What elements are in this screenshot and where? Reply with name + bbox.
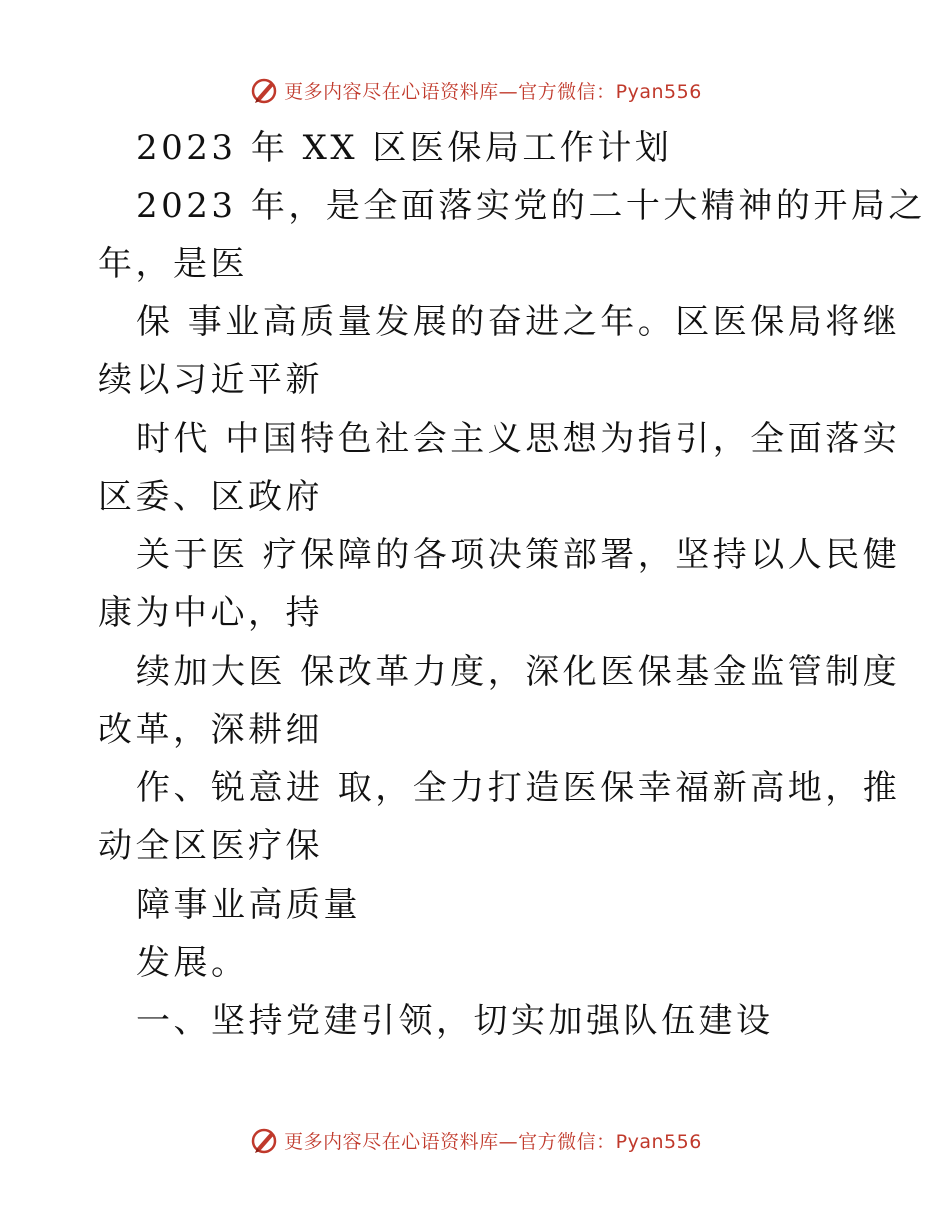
paragraph-line: 发展。 bbox=[136, 943, 249, 983]
paragraph-line: 保 事业高质量发展的奋进之年。区医保局将继 bbox=[136, 302, 901, 342]
paragraph-line: 时代 中国特色社会主义思想为指引，全面落实 bbox=[136, 419, 901, 459]
paragraph-line: 区委、区政府 bbox=[98, 477, 323, 517]
section-heading: 一、坚持党建引领，切实加强队伍建设 bbox=[136, 1001, 774, 1041]
paragraph-line: 作、锐意进 取，全力打造医保幸福新高地，推 bbox=[136, 768, 901, 808]
header-watermark bbox=[0, 74, 950, 106]
document-title: 2023 年 XX 区医保局工作计划 bbox=[136, 128, 673, 168]
paragraph-line: 年，是医 bbox=[98, 244, 248, 284]
paragraph-line: 动全区医疗保 bbox=[98, 826, 323, 866]
paragraph-line: 关于医 疗保障的各项决策部署，坚持以人民健 bbox=[136, 535, 901, 575]
pen-logo-icon bbox=[248, 1124, 280, 1156]
paragraph-line: 续以习近平新 bbox=[98, 360, 323, 400]
pen-logo-icon bbox=[248, 74, 280, 106]
paragraph-line: 2023 年，是全面落实党的二十大精神的开局之 bbox=[136, 186, 926, 226]
paragraph-line: 续加大医 保改革力度，深化医保基金监管制度 bbox=[136, 652, 901, 692]
paragraph-line: 康为中心，持 bbox=[98, 593, 323, 633]
paragraph-line: 改革，深耕细 bbox=[98, 710, 323, 750]
watermark-text: 更多内容尽在心语资料库—官方微信：Pyan556 bbox=[284, 1130, 702, 1153]
paragraph-line: 障事业高质量 bbox=[136, 885, 361, 925]
footer-watermark bbox=[0, 1124, 950, 1156]
watermark-text: 更多内容尽在心语资料库—官方微信：Pyan556 bbox=[284, 80, 702, 103]
